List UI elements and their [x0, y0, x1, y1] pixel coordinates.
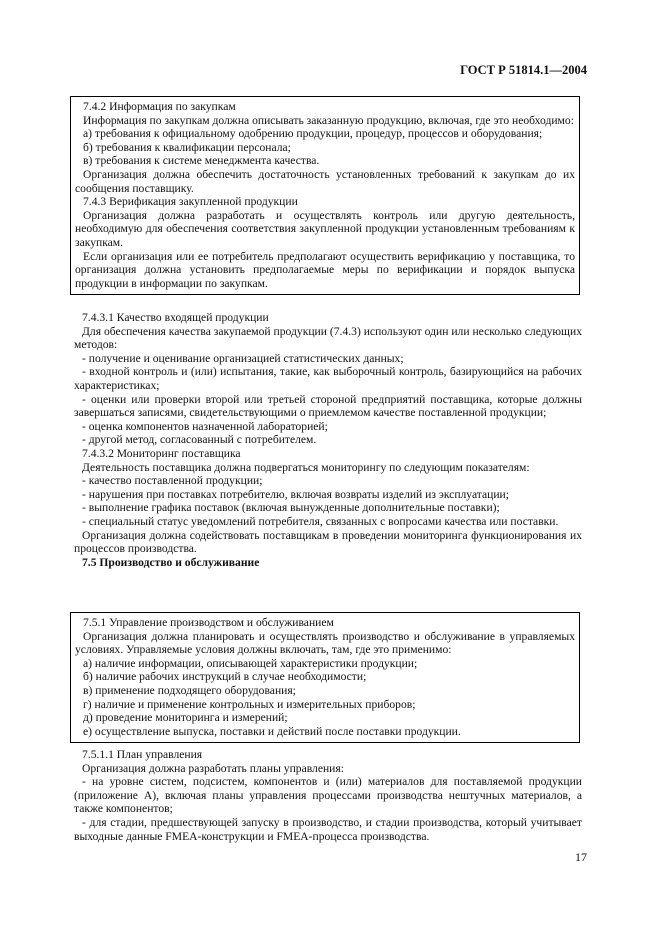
list-item: б) наличие рабочих инструкций в случае необходимости;: [83, 670, 367, 684]
paragraph: Организация должна планировать и осуществлять производство и обслуживание в управляемых условиях. Управляемые условия должны включать, там, где это применимо:: [75, 629, 575, 657]
list-item: - для стадии, предшествующей запуску в производство, и стадии производства, который учитывает выходные данные FMEA-конструкции и FMEA-процесса производства.: [74, 815, 582, 843]
text-section-control-plan: [74, 748, 582, 843]
page-number: 17: [575, 850, 587, 864]
framed-section-production: [70, 612, 580, 743]
list-item: - специальный статус уведомлений потребителя, связанных с вопросами качества или поставки.: [82, 514, 559, 528]
list-item: - выполнение графика поставок (включая вынужденные дополнительные поставки);: [82, 501, 500, 515]
list-item: е) осуществление выпуска, поставки и действий после поставки продукции.: [83, 724, 461, 738]
paragraph: Деятельность поставщика должна подвергаться мониторингу по следующим показателям:: [82, 460, 530, 474]
section-heading: 7.5 Производство и обслуживание: [82, 555, 260, 569]
paragraph: Организация должна разработать и осуществлять контроль или другую деятельность, необходимую для обеспечения соответствия закупленной продукции установленным требованиям к закупкам.: [75, 208, 575, 249]
paragraph: Организация должна разработать планы управления:: [82, 761, 344, 775]
list-item: д) проведение мониторинга и измерений;: [83, 711, 288, 725]
section-title: 7.5.1.1 План управления: [82, 748, 203, 761]
list-item: - на уровне систем, подсистем, компонентов и (или) материалов для поставляемой продукции (приложение А), включая планы управления процессами производства нештучных материалов, а также компонентов;: [74, 775, 582, 816]
section-title: 7.4.3.1 Качество входящей продукции: [82, 311, 269, 324]
paragraph: Для обеспечения качества закупаемой продукции (7.4.3) используют один или несколько следующих методов:: [74, 324, 582, 352]
list-item: - оценки или проверки второй или третьей стороной предприятий поставщика, которые должны завершаться записями, свидетельствующими о приемлемом качестве поставленной продукции;: [74, 392, 582, 420]
list-item: - другой метод, согласованный с потребителем.: [82, 433, 317, 447]
section-title: 7.4.3.2 Мониторинг поставщика: [82, 446, 241, 460]
list-item: в) требования к системе менеджмента качества.: [83, 154, 320, 168]
paragraph: Организация должна содействовать поставщикам в проведении мониторинга функционирования их процессов производства.: [74, 528, 582, 556]
paragraph: Информация по закупкам должна описывать заказанную продукцию, включая, где это необходимо:: [83, 113, 574, 127]
framed-section-purchasing: [70, 96, 580, 295]
list-item: - нарушения при поставках потребителю, включая возвраты изделий из эксплуатации;: [82, 487, 509, 501]
list-item: а) наличие информации, описывающей характеристики продукции;: [83, 656, 418, 670]
document-header: ГОСТ Р 51814.1—2004: [460, 63, 587, 77]
paragraph: Организация должна обеспечить достаточность установленных требований к закупкам до их сообщения поставщику.: [75, 167, 575, 195]
list-item: - входной контроль и (или) испытания, такие, как выборочный контроль, базирующийся на рабочих характеристиках;: [74, 365, 582, 392]
section-title: 7.4.3 Верификация закупленной продукции: [83, 195, 298, 209]
paragraph: Если организация или ее потребитель предполагают осуществить верификацию у поставщика, то организация должна установить предполагаемые меры по верификации и порядок выпуска продукции в информации по закупкам.: [75, 249, 575, 290]
list-item: б) требования к квалификации персонала;: [83, 140, 291, 154]
list-item: - оценка компонентов назначенной лабораторией;: [82, 419, 328, 433]
section-title: 7.4.2 Информация по закупкам: [83, 100, 236, 113]
section-title: 7.5.1 Управление производством и обслуживанием: [83, 616, 334, 629]
list-item: в) применение подходящего оборудования;: [83, 683, 296, 697]
list-item: а) требования к официальному одобрению продукции, процедур, процессов и оборудования;: [83, 127, 543, 141]
text-section-incoming-quality: [74, 311, 582, 569]
list-item: - получение и оценивание организацией статистических данных;: [82, 351, 404, 365]
list-item: г) наличие и применение контрольных и измерительных приборов;: [83, 697, 416, 711]
list-item: - качество поставленной продукции;: [82, 474, 263, 488]
